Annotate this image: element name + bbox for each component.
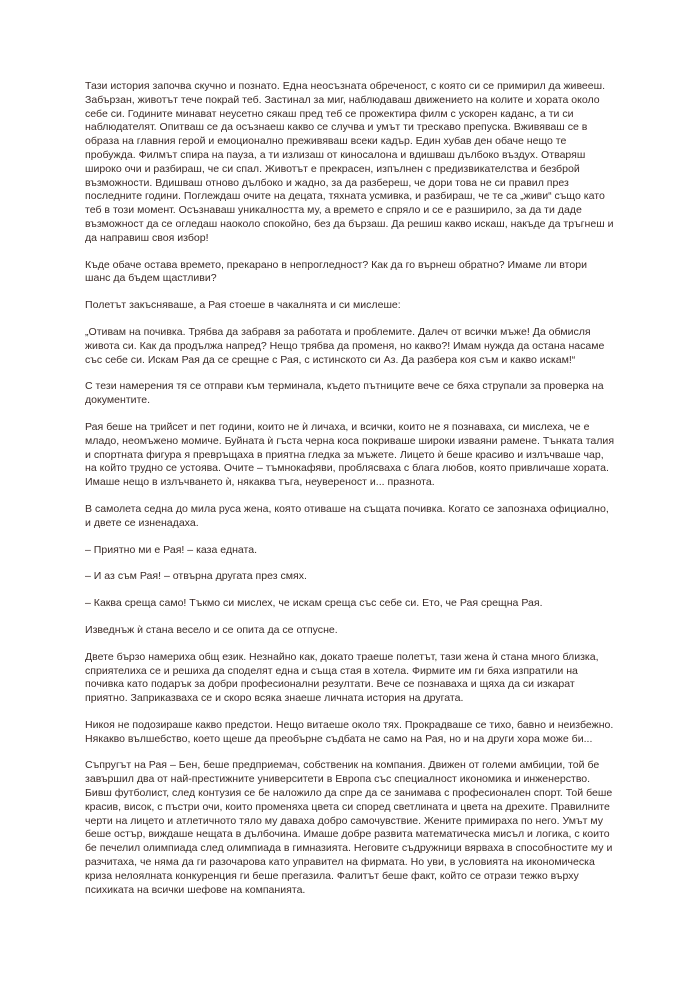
paragraph-flight-delay: Полетът закъсняваше, а Рая стоеше в чакалнята и си мислеше: bbox=[85, 299, 401, 312]
paragraph-raya-description: Рая беше на трийсет и пет години, които не ѝ личаха, и всички, които не я познаваха, си мислеха, че е младо, неомъжено момиче. Буйната ѝ гъста черна коса покриваше широки изваяни рамене. Тънката талия и спортната фигура я превръщаха в приятна гледка за мъжете. Лицето ѝ беше красиво и излъчваше чар, на който трудно се устоява. Очите – тъмнокафяви, проблясваха с блага любов, която привличаше хората. Имаше нещо в излъчването ѝ, някаква тъга, неувереност и... празнота. bbox=[85, 420, 615, 489]
paragraph-husband-ben: Съпругът на Рая – Бен, беше предприемач, собственик на компания. Движен от големи амбиции, той бе завършил два от най-престижните университети в Европа със специалност икономика и инженерство. Бивш футболист, след контузия се бе наложило да спре да се занимава с професионален спорт. Той беше красив, висок, с пъстри очи, които променяха цвета си според светлината и цвета на дрехите. Правилните черти на лицето и атлетичното тяло му даваха добро самочувствие. Жените примираха по него. Умът му беше остър, виждаше нещата в дълбочина. Имаше добре развита математическа мисъл и логика, с които бе печелил олимпиада след олимпиада в гимназията. Неговите съдружници вярваха в способностите му и разчитаха, че няма да ги разочарова като управител на фирмата. Но уви, в условията на икономическа криза нелоялната конкуренция ги беше прегазила. Фалитът беше факт, който се отрази тежко върху психиката на всички шефове на компанията. bbox=[85, 759, 613, 896]
paragraph-terminal: С тези намерения тя се отправи към терминала, където пътниците вече се бяха струпали за проверка на документите. bbox=[85, 380, 604, 407]
paragraph-question: Къде обаче остава времето, прекарано в непрогледност? Как да го върнеш обратно? Имаме ли втори шанс да бъдем щастливи? bbox=[85, 258, 587, 285]
document-page bbox=[85, 80, 625, 910]
paragraph-airplane-meeting: В самолета седна до мила руса жена, която отиваше на същата почивка. Когато се запознаха официално, и двете се изненадаха. bbox=[85, 502, 609, 529]
dialogue-line-2: – И аз съм Рая! – отвърна другата през смях. bbox=[85, 570, 307, 583]
paragraph-relax: Изведнъж ѝ стана весело и се опита да се отпусне. bbox=[85, 623, 338, 636]
dialogue-line-3: – Каква среща само! Тъкмо си мислех, че искам среща със себе си. Ето, че Рая срещна Рая. bbox=[85, 597, 543, 610]
paragraph-foreshadowing: Никоя не подозираше какво предстои. Нещо витаеше около тях. Прокрадваше се тихо, бавно и неизбежно. Някакво вълшебство, което щеше да преобърне съдбата не само на Рая, но и на други хора може би... bbox=[85, 718, 614, 745]
paragraph-friendship: Двете бързо намериха общ език. Незнайно как, докато траеше полетът, тази жена ѝ стана много близка, сприятелиха се и решиха да споделят една и съща стая в хотела. Фирмите им ги бяха изпратили на почивка като подарък за добри професионални резултати. Вече се познаваха и щяха да си изкарат приятно. Заприказваха се и скоро всяка знаеше личната история на другата. bbox=[85, 650, 599, 705]
dialogue-line-1: – Приятно ми е Рая! – каза едната. bbox=[85, 543, 258, 556]
paragraph-inner-monologue: „Отивам на почивка. Трябва да забравя за работата и проблемите. Далеч от всички мъже! Да обмисля живота си. Как да продължа напред? Нещо трябва да променя, но какво?! Имам нужда да остана насаме със себе си. Искам Рая да се срещне с Рая, с истинското си Аз. Да разбера коя съм и какво искам!“ bbox=[85, 325, 605, 366]
paragraph-intro: Тази история започва скучно и познато. Една неосъзната обреченост, с която си се примирил да живееш. Забързан, животът тече покрай теб. Застинал за миг, наблюдаваш движението на колите и хората около себе си. Годините минават неусетно сякаш пред теб се прожектира филм с ускорен каданс, а ти си наблюдателят. Опитваш се да осъзнаеш какво се случва и умът ти трескаво препуска. Вживяваш се в образа на главния герой и емоционално преживяваш всеки кадър. Един хубав ден обаче нещо те пробужда. Филмът спира на пауза, а ти излизаш от киносалона и вдишваш дълбоко въздух. Отваряш широко очи и разбираш, че си спал. Животът е прекрасен, изпълнен с предизвикателства и безброй възможности. Вдишваш отново дълбоко и жадно, за да разбереш, че дори това не си правил през последните години. Поглеждаш очите на децата, тяхната усмивка, и разбираш, че те са „живи“ също като теб в този момент. Осъзнаваш уникалността му, а времето е спряло и се е разширило, за да ти даде възможност да се огледаш наоколо спокойно, без да бързаш. Да решиш какво искаш, накъде да тръгнеш и да направиш своя избор! bbox=[85, 80, 614, 244]
